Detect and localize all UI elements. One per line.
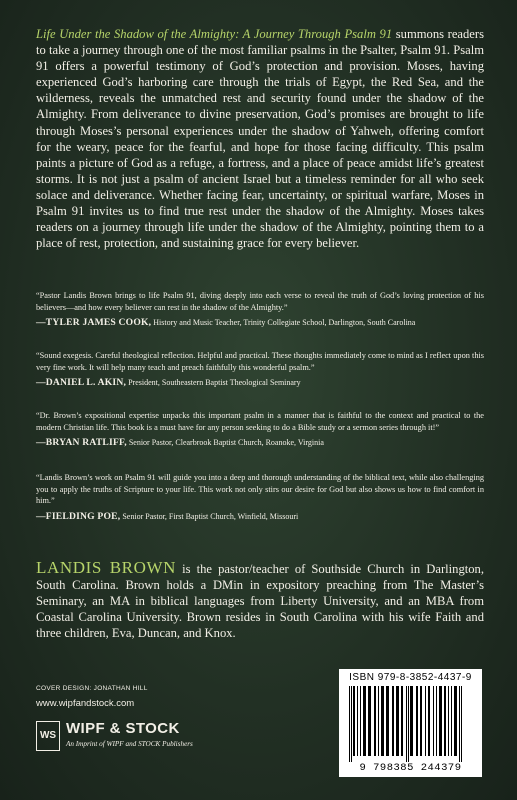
barcode-bar [378,686,379,756]
endorser-role: Senior Pastor, Clearbrook Baptist Church, Roanoke, Virginia [126,438,324,447]
publisher-tagline: An Imprint of WIPF and STOCK Publishers [66,740,193,748]
endorsement-2 [36,350,484,389]
endorser [36,377,484,389]
endorsement-quote: “Pastor Landis Brown brings to life Psalm 91, diving deeply into each verse to reveal the truth of God’s loving protection of his believers—and how every believer can rest in the shadow of the Almighty.” [36,291,484,312]
barcode-bar [433,686,434,756]
endorser-name: —FIELDING POE, [36,510,121,522]
barcode-bar [444,686,446,756]
endorser-role: History and Music Teacher, Trinity Collegiate School, Darlington, South Carolina [151,318,416,327]
book-title: Life Under the Shadow of the Almighty: A Journey Through Psalm 91 [36,27,393,41]
endorsement-quote: “Dr. Brown’s expositional expertise unpacks this important psalm in a manner that is faithful to the context and practical to the modern Christian life. This book is a must have for any person seeking to do a Bible study or a sermon series through it!” [36,411,484,432]
barcode-bar [374,686,376,756]
description-text: summons readers to take a journey through one of the most familiar psalms in the Psalter, Psalm 91. Psalm 91 offers a powerful testimony of God’s protection and provision. Moses, having experienced God’s harboring care through the trials of Egypt, the Red Sea, and the wilderness, reveals the unmatched rest and security found under the shadow of the Almighty. From deliverance to divine preservation, God’s promises are brought to life through Moses’s personal experiences under the shadow of Yahweh, offering comfort for the weary, peace for the fearful, and hope for those facing difficulty. This psalm paints a picture of God as a refuge, a fortress, and a place of peace amidst life’s greatest storms. It is not just a psalm of ancient Israel but a timeless reminder for all who seek solace and deliverance. Whether facing fear, uncertainty, or spiritual warfare, Moses in Psalm 91 invites us to find true rest under the shadow of the Almighty. Moses takes readers on a journey through life under the shadow of the Almighty, pointing them to a place of rest, protection, and sustaining grace for every believer. [36,27,484,251]
barcode-bar [406,686,407,762]
barcode-bar [349,686,350,762]
barcode-bar [451,686,452,756]
endorser-role: Senior Pastor, First Baptist Church, Winfield, Missouri [120,511,299,521]
publisher-website: www.wipfandstock.com [36,698,135,709]
barcode-bar [410,686,413,756]
barcode-bar [420,686,422,756]
endorser-role: President, Southeastern Baptist Theological Seminary [126,378,301,387]
barcode-bar [461,686,462,762]
barcode-bar [448,686,449,756]
endorser [36,437,484,449]
author-bio [36,560,484,641]
book-description [36,26,484,251]
barcode-bar [363,686,366,756]
barcode-bar [353,686,355,756]
endorser [36,317,484,329]
barcode-digits: 9 798385 244379 [359,762,462,774]
endorser [36,511,484,523]
barcode-bar [454,686,457,756]
endorser-name: —DANIEL L. AKIN, [36,377,127,388]
barcode-bar [392,686,394,756]
barcode-panel [339,669,482,777]
barcode-bar [408,686,409,762]
author-name: LANDIS BROWN [36,558,177,577]
publisher-logo [36,720,256,754]
cover-design-credit: COVER DESIGN: JONATHAN HILL [36,685,148,692]
barcode-bar [357,686,358,756]
barcode-icon [347,686,474,762]
publisher-name: WIPF & STOCK [66,720,180,737]
barcode-bar [425,686,426,756]
barcode-bar [428,686,430,756]
barcode-bar [416,686,418,756]
barcode-bar [386,686,389,756]
barcode-bar [368,686,371,756]
barcode-bar [401,686,403,756]
endorsement-1 [36,290,484,329]
endorsement-3 [36,410,484,449]
endorsement-4 [36,472,484,522]
endorsement-quote: “Sound exegesis. Careful theological reflection. Helpful and practical. These thoughts immediately come to mind as I reflect upon this very fine work. It will help many teach and preach faithfully this wonderful psalm.” [36,351,484,372]
endorsement-quote: “Landis Brown’s work on Psalm 91 will guide you into a deep and thorough understanding of the biblical text, while also challenging you to apply the truths of Scripture to your life. This work not only stirs our desire for God but also shows us how to find comfort in him.” [36,473,484,505]
barcode-bar [396,686,399,756]
barcode-bar [351,686,352,762]
endorser-name: —TYLER JAMES COOK, [36,317,152,328]
bio-text: is the pastor/teacher of Southside Church in Darlington, South Carolina. Brown holds a DMin in expository preaching from The Master’s Seminary, an MA in biblical languages from Liberty University, and an MBA from Coastal Carolina University. Brown resides in South Carolina with his wife Faith and three children, Eva, Duncan, and Knox. [36,562,484,641]
barcode-bar [459,686,460,762]
barcode-bar [439,686,442,756]
barcode-bar [436,686,437,756]
publisher-mark-icon: WS [36,721,60,751]
barcode-bar [381,686,384,756]
isbn-label: ISBN 979-8-3852-4437-9 [349,672,472,683]
endorser-name: —BRYAN RATLIFF, [36,437,127,448]
barcode-bar [360,686,361,756]
